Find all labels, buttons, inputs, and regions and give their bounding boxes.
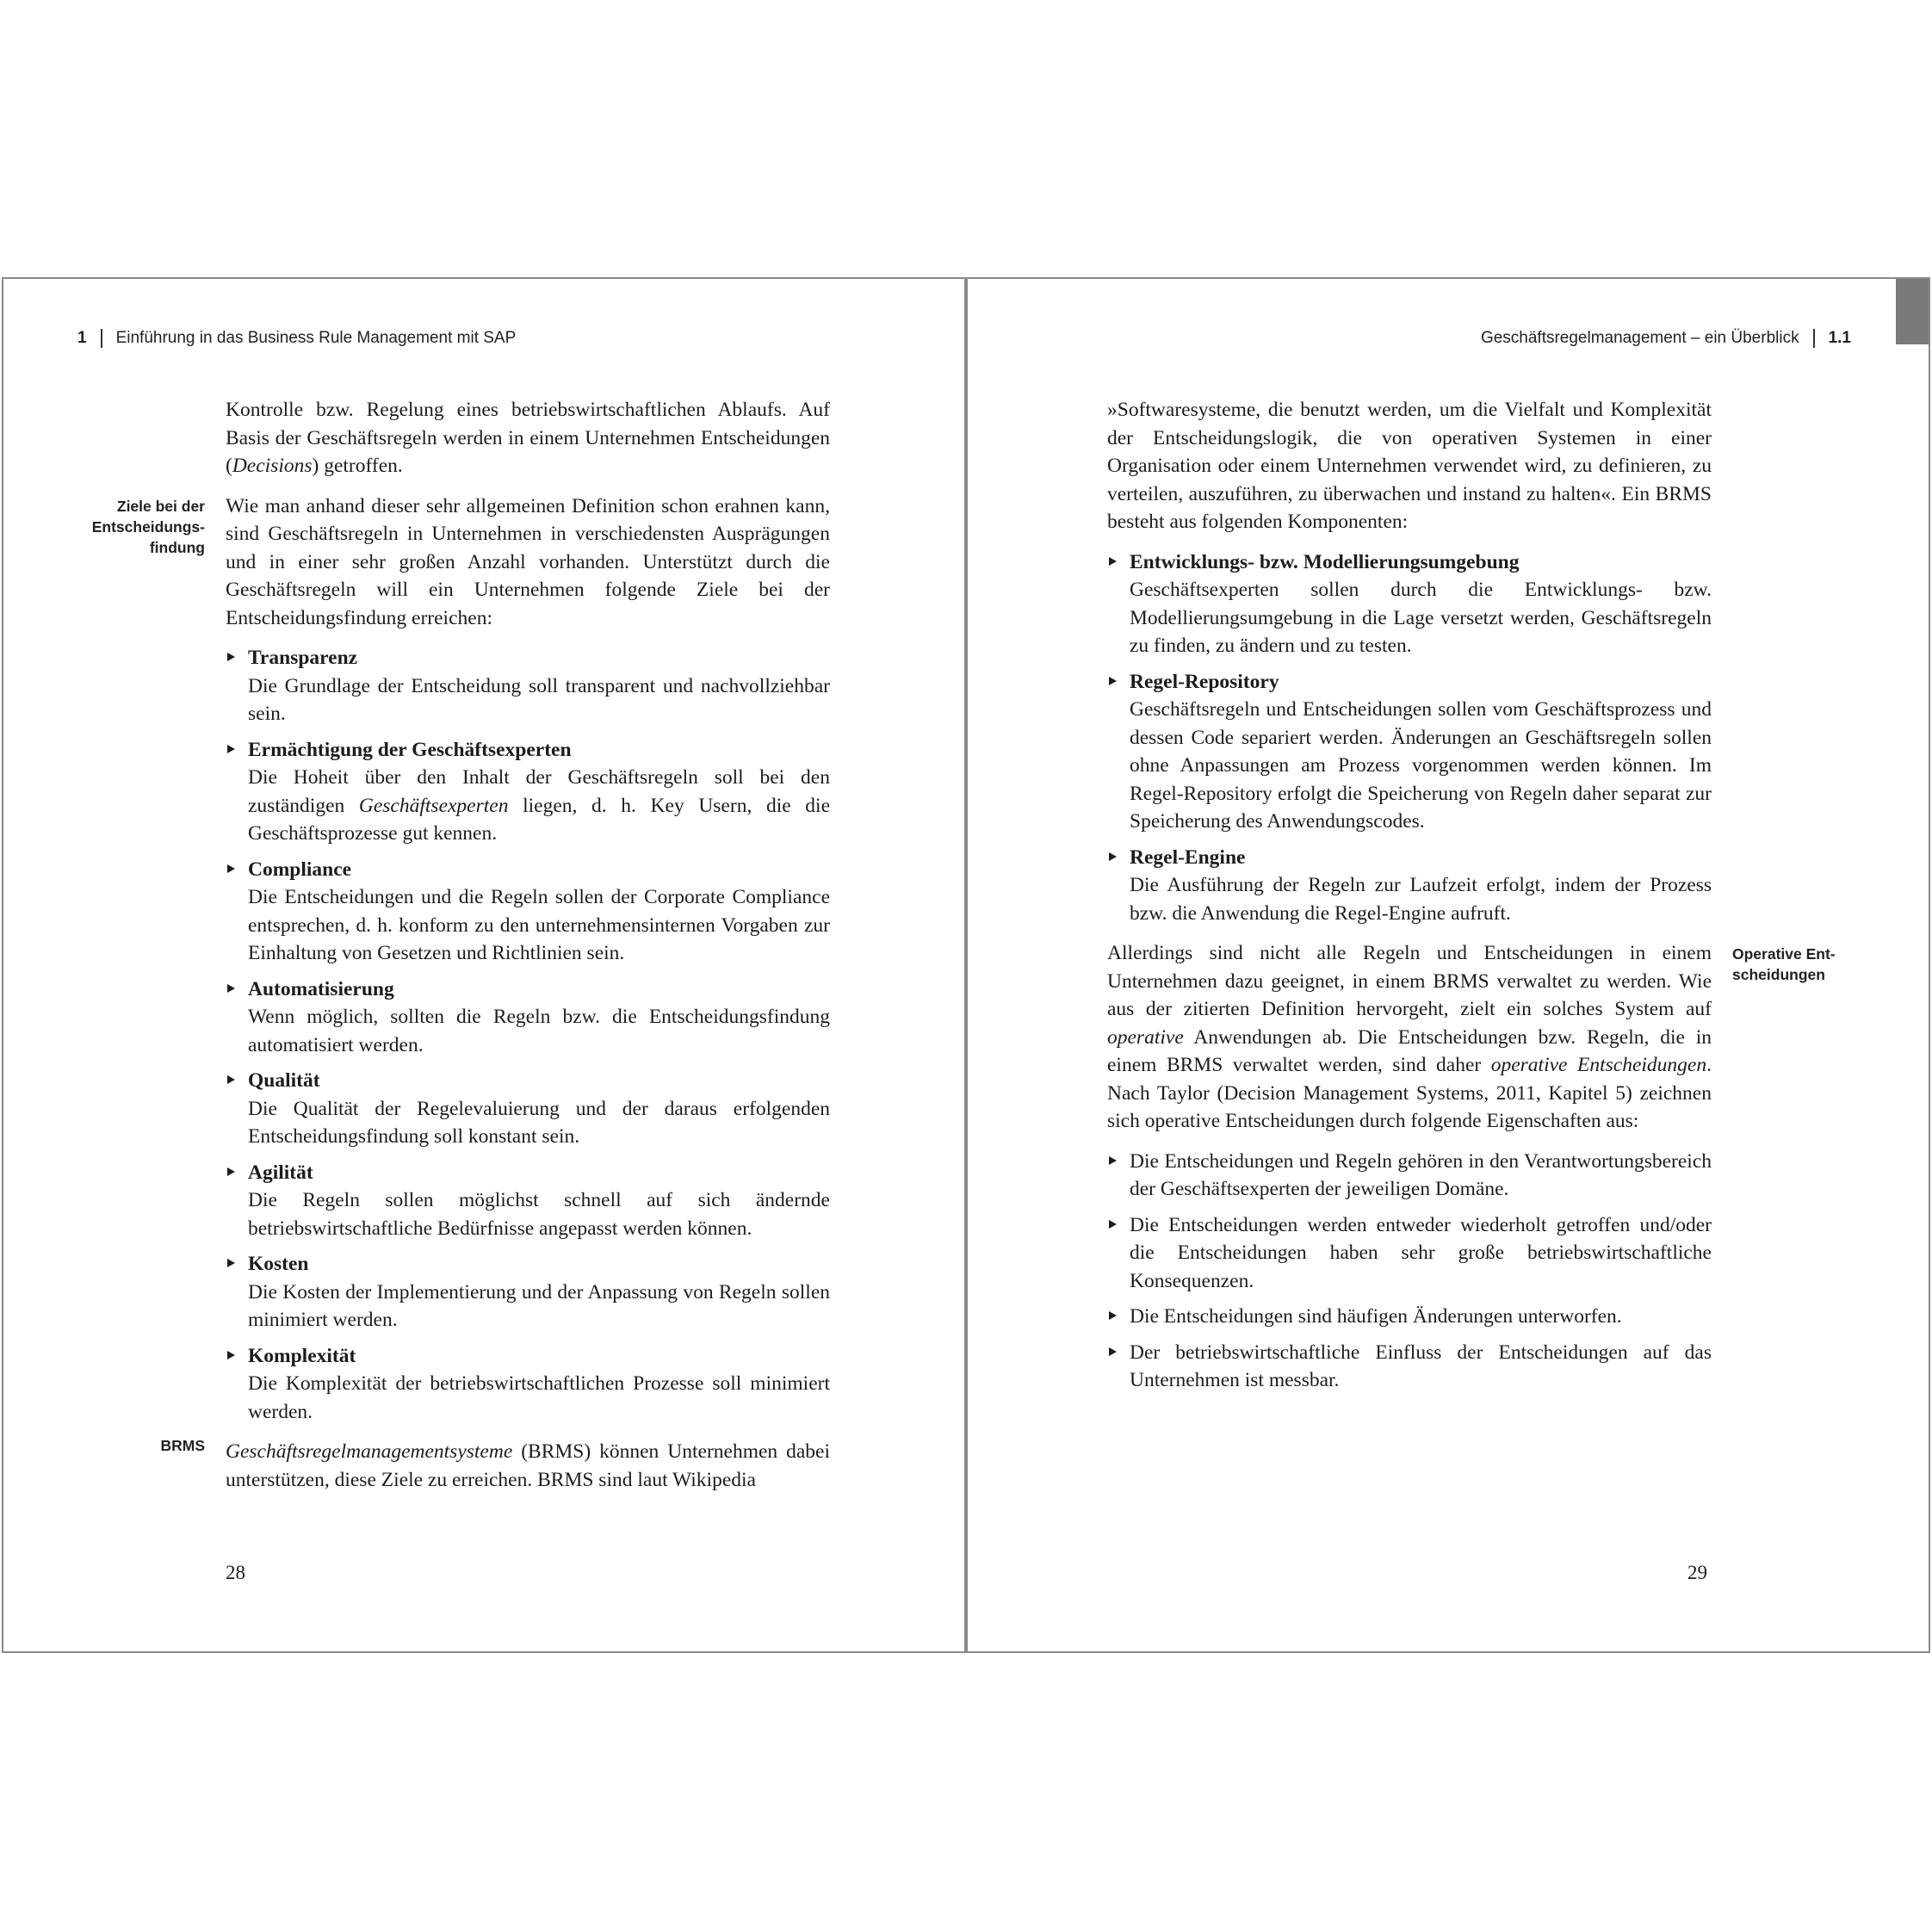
item-title: Compliance [248,858,352,881]
header-divider [101,329,102,348]
list-item [226,1342,830,1427]
list-item [226,1159,830,1243]
margin-note-line: findung [149,539,205,556]
emphasis: operative Entscheidungen [1490,1054,1707,1076]
properties-list [1107,1148,1712,1395]
running-header-left [77,329,516,348]
item-text: Geschäftsexperten sollen durch die Entwicklungs- bzw. Modellierungsumgebung in die Lage versetzt werden, Geschäftsregeln zu finden, zu ändern und zu testen. [1130,579,1712,657]
margin-note-line: Operative Ent- [1732,945,1836,963]
goals-list [226,644,830,1426]
item-title: Transparenz [248,647,358,669]
margin-note-line: Entscheidungs- [91,518,205,536]
item-text: Die Regeln sollen möglichst schnell auf sich ändernde betriebswirtschaftliche Bedürfnisse angepasst werden können. [248,1189,830,1240]
paragraph: Geschäftsregelmanagementsysteme (BRMS) können Unternehmen dabei unterstützen, diese Ziele zu erreichen. BRMS sind laut Wikipedia [226,1440,830,1491]
header-divider [1813,329,1815,348]
item-text: Die Grundlage der Entscheidung soll transparent und nachvollziehbar sein. [248,674,830,725]
margin-note-line: Ziele bei der [116,498,205,515]
list-item [1107,844,1712,928]
item-title: Automatisierung [248,977,394,1000]
item-text: Wenn möglich, sollten die Regeln bzw. die Entscheidungsfindung automatisiert werden. [248,1006,830,1056]
item-title: Qualität [248,1069,320,1092]
list-item: Die Entscheidungen und Regeln gehören in den Verantwortungsbereich der Geschäftsexperten der jeweiligen Domäne. [1107,1148,1712,1204]
item-text: Geschäftsregeln und Entscheidungen sollen vom Geschäftsprozess und dessen Code separiert werden. Änderungen an Geschäftsregeln sollen ohne Anpassungen am Prozess vorgenommen werden können. Im Regel-Repository erfolgt die Speicherung von Regeln daher separat zur Speicherung des Anwendungscodes. [1130,698,1712,833]
paragraph: Wie man anhand dieser sehr allgemeinen Definition schon erahnen kann, sind Geschäftsregeln in Unternehmen in verschiedensten Ausprägungen und in einer sehr großen Anzahl vorhanden. Unterstützt durch die Geschäftsregeln will ein Unternehmen folgende Ziele bei der Entscheidungsfindung erreichen: [226,494,830,629]
running-header-right [1481,329,1851,348]
list-item [226,1250,830,1334]
margin-note-line: scheidungen [1732,966,1825,983]
page-number: 29 [1687,1562,1707,1583]
item-title: Kosten [248,1253,309,1275]
components-list [1107,548,1712,928]
section-title: Geschäftsregelmanagement – ein Überblick [1480,329,1799,348]
list-item [1107,548,1712,660]
emphasis: Decisions [232,455,313,477]
emphasis: operative [1107,1025,1184,1049]
chapter-title: Einführung in das Business Rule Management mit SAP [115,329,517,348]
list-item: Der betriebswirtschaftliche Einfluss der Entscheidungen auf das Unternehmen ist messbar. [1107,1339,1712,1395]
list-item [226,1067,830,1151]
list-item: Die Entscheidungen werden entweder wiederholt getroffen und/oder die Entscheidungen haben sehr große betriebswirtschaftliche Konsequenzen. [1107,1211,1712,1296]
paragraph: Allerdings sind nicht alle Regeln und Entscheidungen in einem Unternehmen dazu geeignet, in einem BRMS verwaltet zu werden. Wie aus der zitierten Definition hervorgeht, zielt ein solches System auf operative Anwendungen ab. Die Entscheidungen bzw. Regeln, die in einem BRMS verwaltet werden, sind daher operative Entscheidungen. Nach Taylor (Decision Management Systems, 2011, Kapitel 5) zeichnen sich operative Entscheidungen durch folgende Eigenschaften aus: [1107,942,1712,1132]
left-body [226,396,830,1506]
list-item [226,644,830,728]
item-title: Komplexität [248,1344,356,1367]
section-number: 1.1 [1828,329,1851,348]
right-body [1107,396,1712,1407]
thumb-index-tab [1896,279,1929,344]
item-text: Die Qualität der Regelevaluierung und der daraus erfolgenden Entscheidungsfindung soll konstant sein. [248,1097,830,1148]
list-item [226,975,830,1060]
margin-note-ziele [33,496,205,558]
item-text: Die Komplexität der betriebswirtschaftlichen Prozesse soll minimiert werden. [248,1372,830,1423]
item-text: Die Ausführung der Regeln zur Laufzeit erfolgt, indem der Prozess bzw. die Anwendung die Regel-Engine aufruft. [1130,874,1712,925]
paragraph: Kontrolle bzw. Regelung eines betriebswirtschaftlichen Ablaufs. Auf Basis der Geschäftsregeln werden in einem Unternehmen Entscheidungen (Decisions) getroffen. [226,399,830,477]
item-title: Regel-Repository [1130,670,1279,693]
margin-note-operative [1732,944,1870,985]
item-title: Entwicklungs- bzw. Modellierungsumgebung [1130,550,1520,573]
list-item: Die Entscheidungen sind häufigen Änderungen unterworfen. [1107,1303,1712,1331]
margin-note-brms: BRMS [160,1437,205,1454]
item-title: Ermächtigung der Geschäftsexperten [248,738,572,761]
paragraph: »Softwaresysteme, die benutzt werden, um die Vielfalt und Komplexität der Entscheidungslogik, die von operativen Systemen in einer Organisation oder einem Unternehmen verwendet wird, zu definieren, zu verteilen, auszuführen, zu überwachen und instand zu halten«. Ein BRMS besteht aus folgenden Komponenten: [1107,399,1712,533]
right-page [966,277,1930,1653]
item-text: Die Entscheidungen und die Regeln sollen der Corporate Compliance entsprechen, d. h. konform zu den unternehmensinternen Vorgaben zur Einhaltung von Gesetzen und Richtlinien sein. [248,886,830,964]
emphasis: Geschäftsregelmanagementsysteme [226,1440,513,1463]
list-item [226,856,830,968]
item-title: Agilität [248,1161,313,1184]
chapter-number: 1 [77,329,87,348]
item-text: Die Kosten der Implementierung und der Anpassung von Regeln sollen minimiert werden. [248,1280,830,1331]
page-number: 28 [226,1562,245,1583]
item-text: Die Hoheit über den Inhalt der Geschäftsregeln soll bei den zuständigen Geschäftsexperten liegen, d. h. Key Usern, die die Geschäftsprozesse gut kennen. [248,766,830,845]
list-item [226,736,830,848]
left-page [2,277,966,1653]
item-title: Regel-Engine [1130,845,1246,869]
list-item [1107,668,1712,836]
